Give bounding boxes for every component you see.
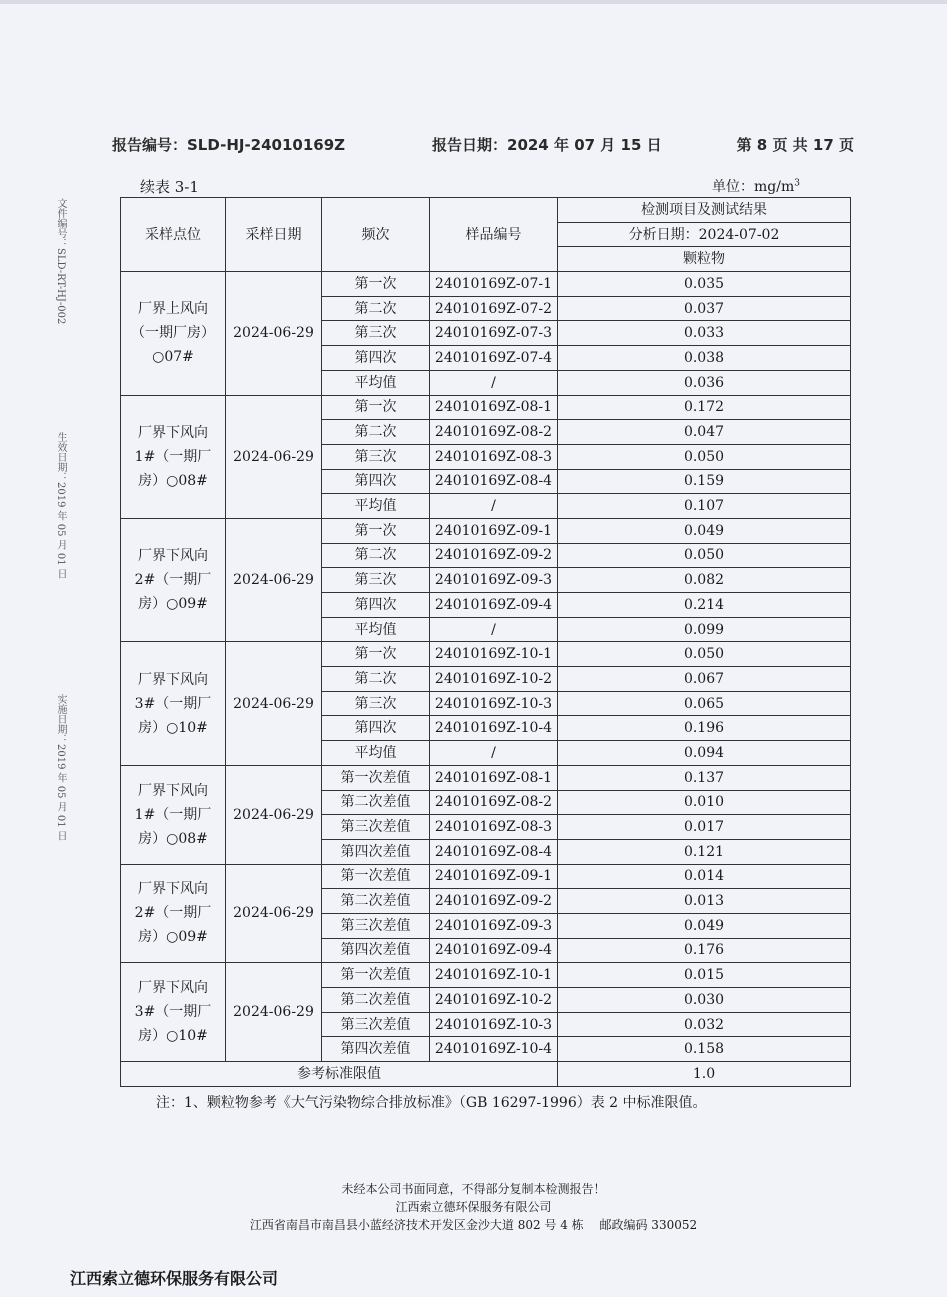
cell-frequency: 第四次差值 [322,1037,430,1062]
report-number: 报告编号：SLD-HJ-24010169Z [112,136,346,154]
cell-value: 0.050 [558,543,851,568]
cell-value: 0.049 [558,518,851,543]
cell-value: 0.158 [558,1037,851,1062]
cell-sample-id: 24010169Z-10-1 [430,642,558,667]
cell-value: 0.010 [558,790,851,815]
cell-sample-id: 24010169Z-09-2 [430,889,558,914]
cell-site: 厂界下风向 2#（一期厂 房）○09# [121,518,226,641]
cell-sample-id: 24010169Z-10-4 [430,1037,558,1062]
cell-frequency: 第二次 [322,667,430,692]
cell-frequency: 平均值 [322,741,430,766]
cell-sample-id: 24010169Z-09-4 [430,938,558,963]
table-row [121,765,851,790]
cell-frequency: 平均值 [322,494,430,519]
cell-frequency: 第二次 [322,296,430,321]
cell-frequency: 第三次差值 [322,1012,430,1037]
cell-frequency: 第一次差值 [322,765,430,790]
table-row [121,272,851,297]
page-number: 第 8 页 共 17 页 [736,136,854,154]
col-header-sample: 样品编号 [430,198,558,272]
col-header-item: 颗粒物 [558,247,851,272]
cell-value: 0.065 [558,691,851,716]
cell-value: 0.099 [558,617,851,642]
cell-value: 0.049 [558,913,851,938]
cell-value: 0.214 [558,593,851,618]
cell-sample-id: 24010169Z-09-4 [430,593,558,618]
cell-value: 0.035 [558,272,851,297]
cell-sample-id: 24010169Z-10-4 [430,716,558,741]
cell-sample-id: 24010169Z-08-4 [430,469,558,494]
cell-value: 0.196 [558,716,851,741]
cell-sample-id: 24010169Z-07-1 [430,272,558,297]
cell-sample-id: 24010169Z-07-3 [430,321,558,346]
cell-sample-id: 24010169Z-10-3 [430,691,558,716]
cell-frequency: 第二次差值 [322,988,430,1013]
cell-value: 0.176 [558,938,851,963]
cell-value: 0.017 [558,815,851,840]
cell-frequency: 第三次 [322,691,430,716]
cell-sample-id: / [430,370,558,395]
cell-value: 0.033 [558,321,851,346]
cell-site: 厂界上风向 （一期厂房） ○07# [121,272,226,395]
cell-sample-id: 24010169Z-08-1 [430,395,558,420]
limit-row [121,1062,851,1087]
cell-frequency: 第一次 [322,272,430,297]
cell-sample-id: 24010169Z-07-2 [430,296,558,321]
cell-value: 0.107 [558,494,851,519]
cell-site: 厂界下风向 2#（一期厂 房）○09# [121,864,226,963]
cell-value: 0.050 [558,444,851,469]
footer-company: 江西索立德环保服务有限公司 [395,1200,552,1214]
footer-copyright-notice: 未经本公司书面同意，不得部分复制本检测报告！ [341,1182,606,1196]
cell-value: 0.172 [558,395,851,420]
cell-date: 2024-06-29 [226,963,322,1062]
unit-label: 单位：$mg/m^3$ [712,178,800,195]
limit-label: 参考标准限值 [121,1062,558,1087]
cell-date: 2024-06-29 [226,864,322,963]
cell-sample-id: 24010169Z-10-1 [430,963,558,988]
table-note: 注：1、颗粒物参考《大气污染物综合排放标准》（GB 16297-1996）表 2 中标准限值。 [156,1095,707,1111]
cell-frequency: 第二次差值 [322,790,430,815]
cell-value: 0.014 [558,864,851,889]
cell-sample-id: 24010169Z-08-1 [430,765,558,790]
report-date: 报告日期：2024 年 07 月 15 日 [432,136,662,154]
results-table [120,197,851,1087]
cell-sample-id: 24010169Z-09-2 [430,543,558,568]
cell-value: 0.121 [558,839,851,864]
cell-frequency: 第四次 [322,346,430,371]
cell-sample-id: 24010169Z-10-2 [430,667,558,692]
cell-value: 0.036 [558,370,851,395]
side-implementation-date: 实施日期：2019 年 05 月 01 日 [55,694,66,841]
cell-sample-id: 24010169Z-08-3 [430,815,558,840]
cell-frequency: 第四次 [322,716,430,741]
cell-sample-id: / [430,741,558,766]
cell-site: 厂界下风向 3#（一期厂 房）○10# [121,963,226,1062]
cell-value: 0.047 [558,420,851,445]
cell-value: 0.137 [558,765,851,790]
cell-frequency: 第三次 [322,321,430,346]
cell-frequency: 第一次差值 [322,963,430,988]
table-row [121,864,851,889]
cell-date: 2024-06-29 [226,272,322,395]
cell-value: 0.038 [558,346,851,371]
analysis-date: 分析日期：2024-07-02 [558,222,851,247]
cell-frequency: 第四次差值 [322,938,430,963]
cell-frequency: 第四次 [322,593,430,618]
cell-site: 厂界下风向 3#（一期厂 房）○10# [121,642,226,765]
cell-frequency: 第一次 [322,395,430,420]
cell-sample-id: 24010169Z-09-3 [430,913,558,938]
company-name: 江西索立德环保服务有限公司 [70,1269,279,1288]
cell-date: 2024-06-29 [226,395,322,518]
cell-sample-id: 24010169Z-08-3 [430,444,558,469]
cell-value: 0.015 [558,963,851,988]
cell-value: 0.094 [558,741,851,766]
cell-value: 0.050 [558,642,851,667]
cell-sample-id: 24010169Z-10-2 [430,988,558,1013]
cell-frequency: 平均值 [322,370,430,395]
table-row [121,642,851,667]
cell-frequency: 第三次 [322,568,430,593]
cell-value: 0.030 [558,988,851,1013]
page-top-border [0,0,947,4]
limit-value: 1.0 [558,1062,851,1087]
cell-frequency: 第二次差值 [322,889,430,914]
cell-value: 0.082 [558,568,851,593]
footer-address: 江西省南昌市南昌县小蓝经济技术开发区金沙大道 802 号 4 栋 邮政编码 330052 [249,1218,698,1232]
cell-frequency: 第三次差值 [322,815,430,840]
col-header-site: 采样点位 [121,198,226,272]
cell-sample-id: 24010169Z-08-2 [430,790,558,815]
cell-frequency: 第一次 [322,642,430,667]
cell-frequency: 第四次 [322,469,430,494]
side-effective-date: 生效日期：2019 年 05 月 01 日 [55,432,66,579]
cell-frequency: 第四次差值 [322,839,430,864]
cell-date: 2024-06-29 [226,765,322,864]
cell-frequency: 第一次 [322,518,430,543]
cell-frequency: 第一次差值 [322,864,430,889]
table-row [121,518,851,543]
col-header-date: 采样日期 [226,198,322,272]
table-row [121,395,851,420]
cell-frequency: 第二次 [322,543,430,568]
cell-value: 0.067 [558,667,851,692]
cell-sample-id: 24010169Z-08-4 [430,839,558,864]
cell-sample-id: 24010169Z-10-3 [430,1012,558,1037]
table-title: 续表 3-1 [140,178,199,196]
col-header-results: 检测项目及测试结果 [558,198,851,223]
cell-value: 0.013 [558,889,851,914]
cell-value: 0.037 [558,296,851,321]
cell-frequency: 平均值 [322,617,430,642]
cell-sample-id: / [430,494,558,519]
cell-sample-id: 24010169Z-09-1 [430,518,558,543]
cell-sample-id: 24010169Z-08-2 [430,420,558,445]
cell-site: 厂界下风向 1#（一期厂 房）○08# [121,765,226,864]
col-header-frequency: 频次 [322,198,430,272]
side-file-number: 文件编号：SLD-RT-HJ-002 [55,198,66,325]
cell-date: 2024-06-29 [226,518,322,641]
cell-sample-id: / [430,617,558,642]
table-row [121,963,851,988]
cell-frequency: 第三次 [322,444,430,469]
cell-value: 0.159 [558,469,851,494]
cell-sample-id: 24010169Z-09-3 [430,568,558,593]
cell-value: 0.032 [558,1012,851,1037]
cell-date: 2024-06-29 [226,642,322,765]
cell-sample-id: 24010169Z-09-1 [430,864,558,889]
cell-site: 厂界下风向 1#（一期厂 房）○08# [121,395,226,518]
cell-frequency: 第二次 [322,420,430,445]
cell-sample-id: 24010169Z-07-4 [430,346,558,371]
cell-frequency: 第三次差值 [322,913,430,938]
